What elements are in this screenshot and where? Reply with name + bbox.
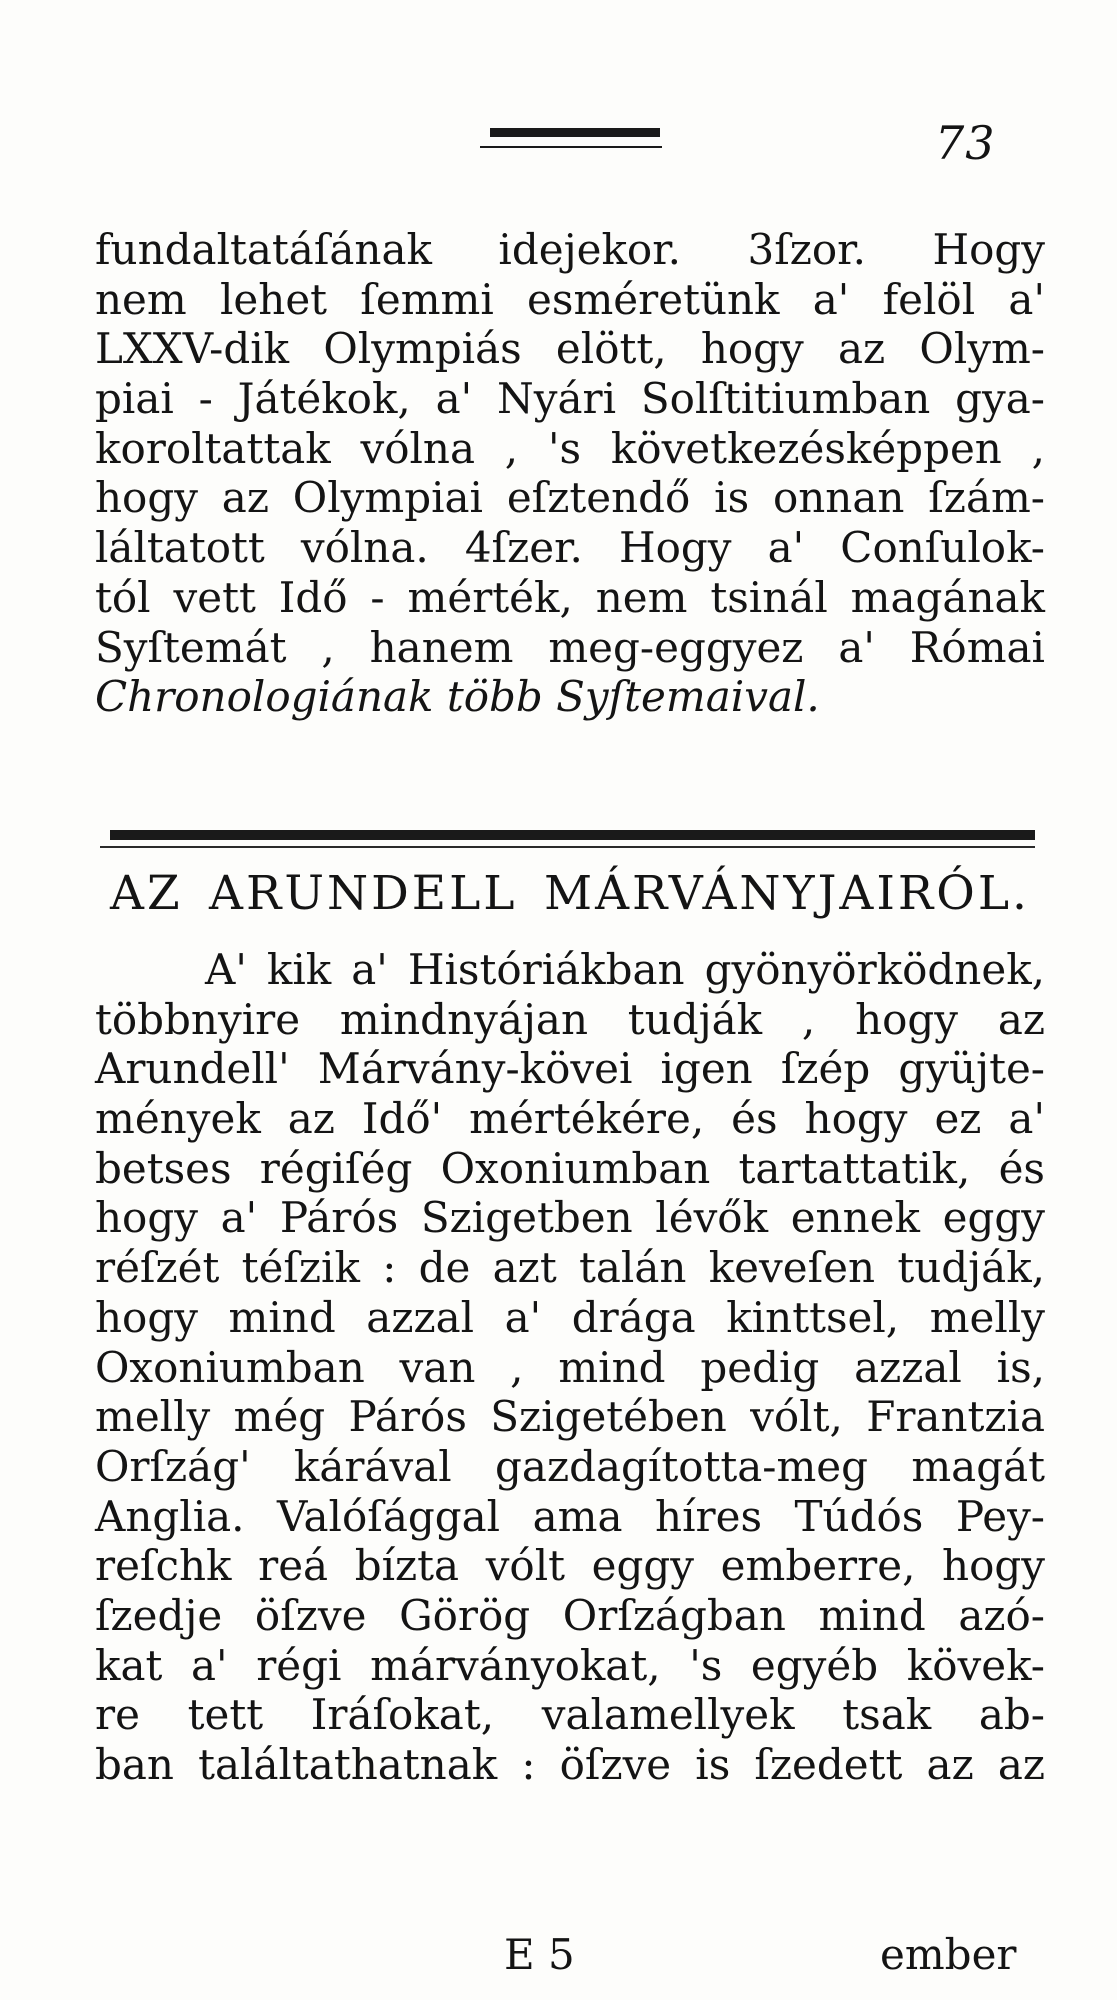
- header-rule: [490, 128, 660, 137]
- text-line: Orſzág' kárával gazdagította-meg magát: [95, 1441, 1045, 1491]
- signature-mark: E 5: [504, 1930, 575, 1979]
- text-line: többnyire mindnyájan tudják , hogy az: [95, 994, 1045, 1044]
- text-line: betses régiſég Oxoniumban tartattatik, és: [95, 1143, 1045, 1193]
- text-line: hogy mind azzal a' drága kinttsel, melly: [95, 1292, 1045, 1342]
- text-line: mények az Idő' mértékére, és hogy ez a': [95, 1094, 1045, 1144]
- text-line: Oxoniumban van , mind pedig azzal is,: [95, 1342, 1045, 1392]
- text-line: fundaltatáſának idejekor. 3ſzor. Hogy: [95, 225, 1045, 274]
- text-line: A' kik a' Históriákban gyönyörködnek,: [205, 945, 1045, 994]
- header-rule-thin: [480, 146, 662, 148]
- section-divider: [110, 830, 1035, 840]
- text-line: piai - Játékok, a' Nyári Solſtitiumban gya-: [95, 374, 1045, 424]
- text-line: tól vett Idő - mérték, nem tsinál magának: [95, 572, 1045, 622]
- text-line: réſzét téſzik : de azt talán keveſen tudják,: [95, 1243, 1045, 1293]
- page-number: 73: [935, 116, 996, 170]
- text-line: nem lehet ſemmi esméretünk a' felöl a': [95, 274, 1045, 324]
- text-line: ſzedje öſzve Görög Orſzágban mind azó-: [95, 1590, 1045, 1640]
- text-line: Syſtemát , hanem meg-eggyez a' Római: [95, 622, 1045, 672]
- catchword: ember: [880, 1930, 1017, 1979]
- text-line: melly még Párós Szigetében vólt, Frantzia: [95, 1392, 1045, 1442]
- section-divider-thin: [100, 846, 1035, 848]
- text-line: reſchk reá bízta vólt eggy emberre, hogy: [95, 1541, 1045, 1591]
- text-line: Chronologiának több Syſtemaival.: [95, 672, 820, 722]
- paragraph-top: [95, 225, 1045, 722]
- text-line: re tett Iráſokat, valamellyek tsak ab-: [95, 1690, 1045, 1740]
- text-line: koroltattak vólna , 's következésképpen ,: [95, 423, 1045, 473]
- text-line: kat a' régi márványokat, 's egyéb kövek-: [95, 1640, 1045, 1690]
- text-line: hogy a' Párós Szigetben lévők ennek eggy: [95, 1193, 1045, 1243]
- section-heading: AZ ARUNDELL MÁRVÁNYJAIRÓL.: [110, 866, 1030, 921]
- text-line: LXXV-dik Olympiás elött, hogy az Olym-: [95, 324, 1045, 374]
- text-line: láltatott vólna. 4ſzer. Hogy a' Conſulok-: [95, 523, 1045, 573]
- text-line: ban találtathatnak : öſzve is ſzedett az az: [95, 1740, 1045, 1789]
- text-line: Arundell' Márvány-kövei igen ſzép gyüjte-: [95, 1044, 1045, 1094]
- paragraph-main: [95, 945, 1045, 1790]
- text-line: Anglia. Valóſággal ama híres Túdós Pey-: [95, 1491, 1045, 1541]
- text-line: hogy az Olympiai eſztendő is onnan ſzám-: [95, 473, 1045, 523]
